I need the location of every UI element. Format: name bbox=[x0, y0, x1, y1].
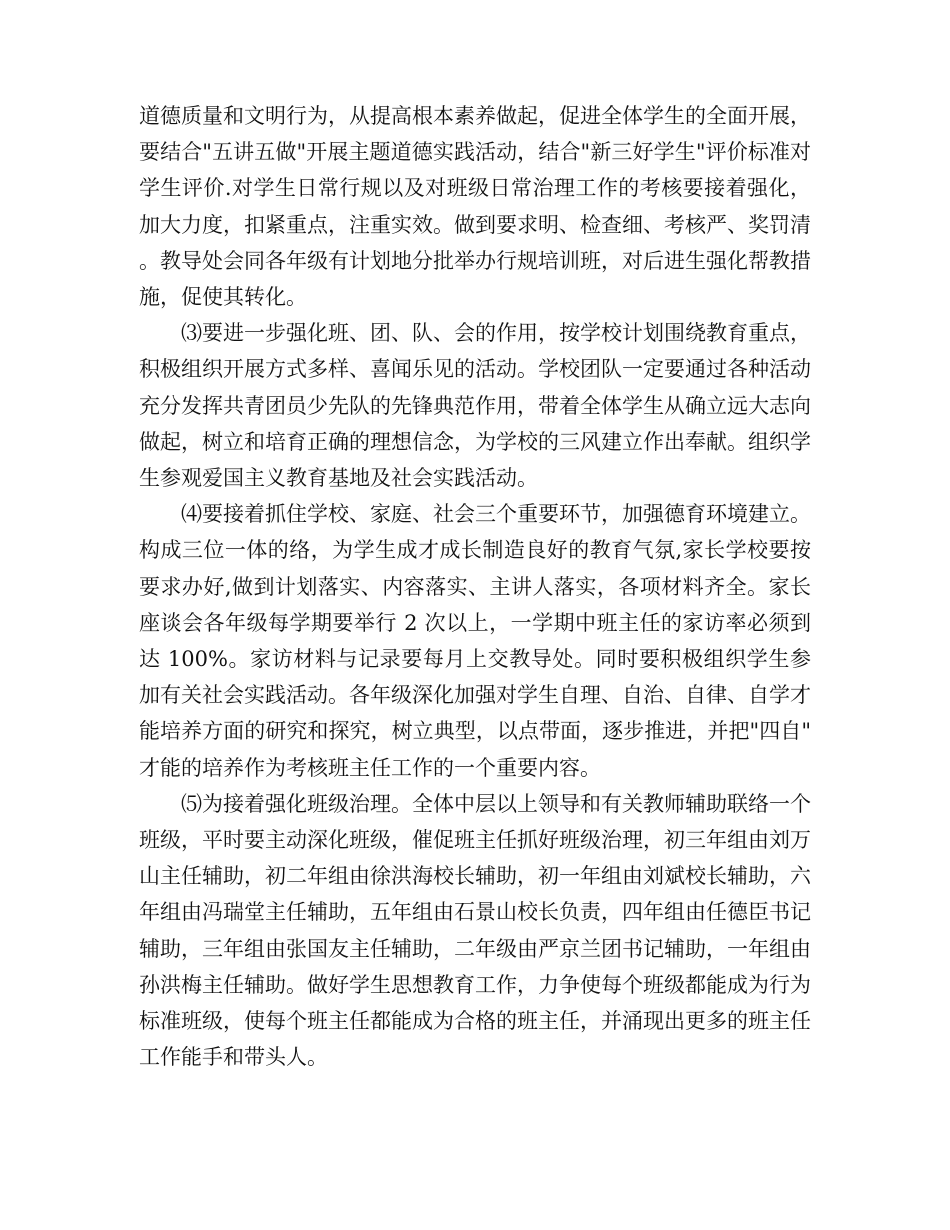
paragraph-item-3: ⑶要进一步强化班、团、队、会的作用，按学校计划围绕教育重点，积极组织开展方式多样、喜闻乐见的活动。学校团队一定要通过各种活动充分发挥共青团员少先队的先锋典范作用，带着全体学生从确立远大志向做起，树立和培育正确的理想信念，为学校的三风建立作出奉献。组织学生参观爱国主义教育基地及社会实践活动。 bbox=[139, 321, 811, 491]
paragraph-item-5: ⑸为接着强化班级治理。全体中层以上领导和有关教师辅助联络一个班级，平时要主动深化班级，催促班主任抓好班级治理，初三年组由刘万山主任辅助，初二年组由徐洪海校长辅助，初一年组由刘斌校长辅助，六年组由冯瑞堂主任辅助，五年组由石景山校长负责，四年组由任德臣书记辅助，三年组由张国友主任辅助，二年级由严京兰团书记辅助，一年组由孙洪梅主任辅助。做好学生思想教育工作，力争使每个班级都能成为行为标准班级，使每个班主任都能成为合格的班主任，并涌现出更多的班主任工作能手和带头人。 bbox=[139, 791, 811, 1070]
paragraph-item-4: ⑷要接着抓住学校、家庭、社会三个重要环节，加强德育环境建立。构成三位一体的络，为学生成才成长制造良好的教育气氛,家长学校要按要求办好,做到计划落实、内容落实、主讲人落实，各项材料齐全。家长座谈会各年级每学期要举行 2 次以上，一学期中班主任的家访率必须到达 100%。家访材料与记录要每月上交教导处。同时要积极组织学生参加有关社会实践活动。各年级深化加强对学生自理、自治、自律、自学才能培养方面的研究和探究，树立典型，以点带面，逐步推进，并把"四自"才能的培养作为考核班主任工作的一个重要内容。 bbox=[139, 502, 811, 780]
document-body bbox=[139, 98, 811, 1075]
paragraph-continuation: 道德质量和文明行为，从提高根本素养做起，促进全体学生的全面开展，要结合"五讲五做"开展主题道德实践活动，结合"新三好学生"评价标准对学生评价.对学生日常行规以及对班级日常治理工作的考核要接着强化，加大力度，扣紧重点，注重实效。做到要求明、检查细、考核严、奖罚清。教导处会同各年级有计划地分批举办行规培训班，对后进生强化帮教措施，促使其转化。 bbox=[139, 104, 811, 310]
